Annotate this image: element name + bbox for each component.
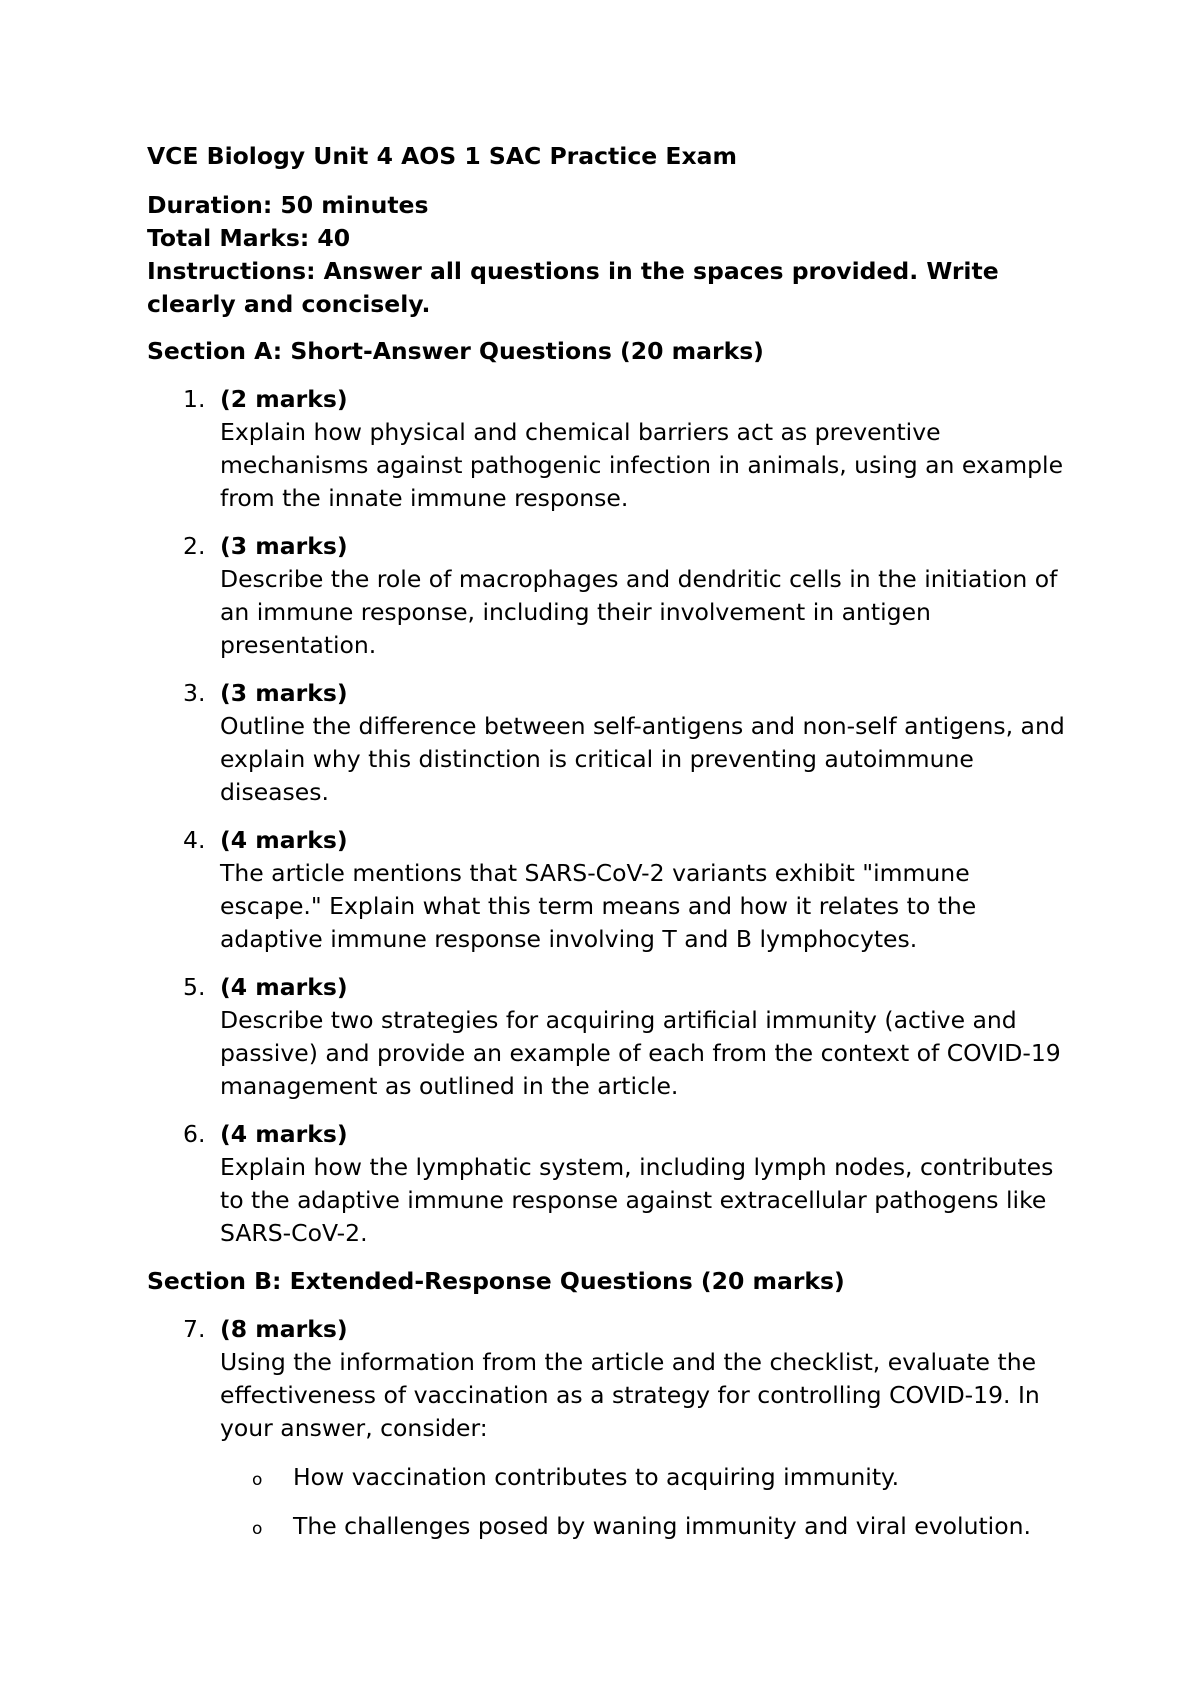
- question-number: 7.: [183, 1315, 206, 1343]
- question-text: Using the information from the article and the checklist, evaluate the effectiveness of vaccination as a strategy for controlling COVID-19. In your answer, consider:: [220, 1348, 1040, 1442]
- question-item: [147, 677, 1067, 809]
- question-item: [147, 1313, 1067, 1543]
- document-title: VCE Biology Unit 4 AOS 1 SAC Practice Exam: [147, 142, 737, 170]
- question-item: [147, 530, 1067, 662]
- question-text: Outline the difference between self-antigens and non-self antigens, and explain why this distinction is critical in preventing autoimmune diseases.: [220, 712, 1065, 806]
- question-text: Describe the role of macrophages and dendritic cells in the initiation of an immune response, including their involvement in antigen presentation.: [220, 565, 1058, 659]
- question-number: 5.: [183, 973, 206, 1001]
- question-item: [147, 824, 1067, 956]
- question-marks: (4 marks): [220, 826, 348, 854]
- section-a-heading: Section A: Short-Answer Questions (20 marks): [147, 337, 764, 365]
- circle-bullet-icon: o: [252, 1519, 263, 1539]
- exam-document: [147, 140, 1067, 1559]
- question-item: [147, 1118, 1067, 1250]
- sub-point-text: How vaccination contributes to acquiring immunity.: [293, 1463, 900, 1491]
- question-number: 3.: [183, 679, 206, 707]
- question-marks: (4 marks): [220, 973, 348, 1001]
- question-text: Describe two strategies for acquiring artificial immunity (active and passive) and provide an example of each from the context of COVID-19 management as outlined in the article.: [220, 1006, 1061, 1100]
- question-marks: (8 marks): [220, 1315, 348, 1343]
- section-b-question-list: [147, 1313, 1067, 1543]
- exam-details: [147, 189, 1067, 321]
- question-marks: (4 marks): [220, 1120, 348, 1148]
- question-number: 2.: [183, 532, 206, 560]
- section-b-heading: Section B: Extended-Response Questions (20 marks): [147, 1267, 845, 1295]
- question-text: Explain how physical and chemical barriers act as preventive mechanisms against pathogenic infection in animals, using an example from the innate immune response.: [220, 418, 1064, 512]
- sub-point-text: The challenges posed by waning immunity and viral evolution.: [293, 1512, 1031, 1540]
- question-item: [147, 971, 1067, 1103]
- instructions-line: Instructions: Answer all questions in the spaces provided. Write clearly and concisely.: [147, 257, 999, 318]
- question-marks: (3 marks): [220, 679, 348, 707]
- question-number: 1.: [183, 385, 206, 413]
- sub-point-list: [220, 1461, 1067, 1543]
- sub-point-item: [220, 1461, 1067, 1494]
- question-text: The article mentions that SARS-CoV-2 variants exhibit "immune escape." Explain what this term means and how it relates to the adaptive immune response involving T and B lymphocytes.: [220, 859, 977, 953]
- question-number: 4.: [183, 826, 206, 854]
- section-a-question-list: [147, 383, 1067, 1250]
- circle-bullet-icon: o: [252, 1470, 263, 1490]
- question-text: Explain how the lymphatic system, including lymph nodes, contributes to the adaptive immune response against extracellular pathogens like SARS-CoV-2.: [220, 1153, 1054, 1247]
- total-marks-line: Total Marks: 40: [147, 224, 351, 252]
- sub-point-item: [220, 1510, 1067, 1543]
- question-number: 6.: [183, 1120, 206, 1148]
- question-marks: (3 marks): [220, 532, 348, 560]
- question-item: [147, 383, 1067, 515]
- duration-line: Duration: 50 minutes: [147, 191, 429, 219]
- question-marks: (2 marks): [220, 385, 348, 413]
